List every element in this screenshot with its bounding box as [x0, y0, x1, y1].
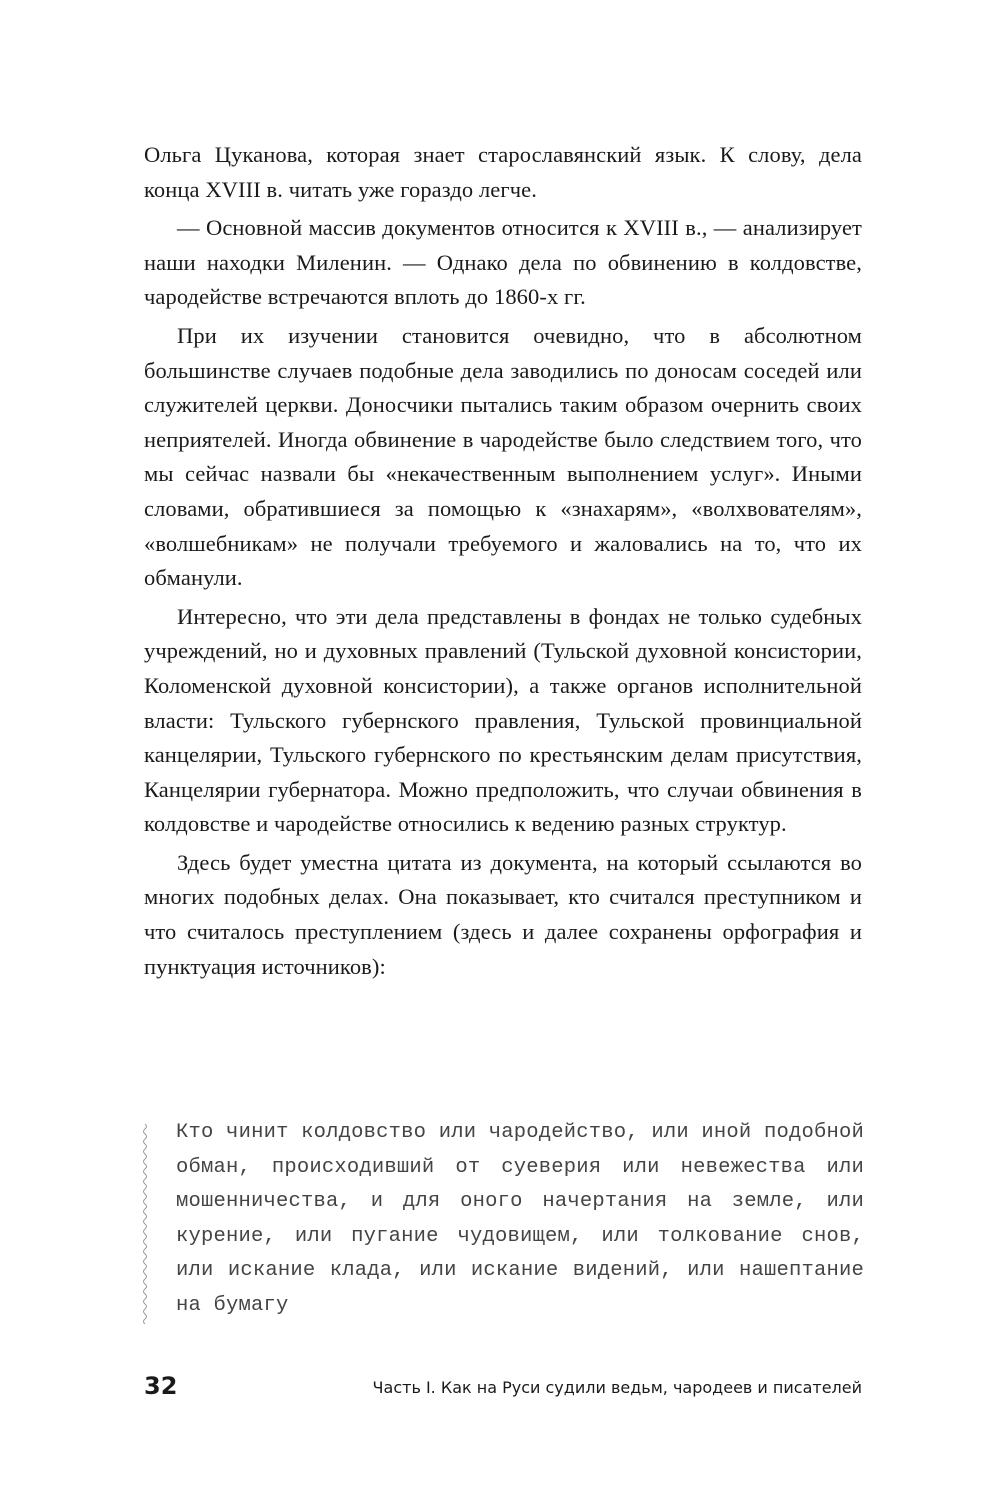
body-text [144, 138, 862, 984]
paragraph-2: — Основной массив документов относится к XVIII в., — анализирует наши находки Миленин. — Однако дела по обвинению в колдовстве, чародействе встречаются вплоть до 1860-х гг. [144, 215, 862, 310]
wavy-border-decoration [140, 1124, 150, 1324]
running-head: Часть I. Как на Руси судили ведьм, чародеев и писателей [372, 1378, 862, 1397]
page-footer [144, 1372, 862, 1412]
paragraph-4: Интересно, что эти дела представлены в фондах не только судебных учреждений, но и духовных правлений (Тульской духовной консистории, Коломенской духовной консистории), а также органов исполнительной власти: Тульского губернского правления, Тульской провинциальной канцелярии, Тульского губернского по крестьянским делам присутствия, Канцелярии губернатора. Можно предположить, что случаи обвинения в колдовстве и чародействе относились к ведению разных структур. [144, 603, 862, 837]
quote-text: Кто чинит колдовство или чародейство, или иной подобной обман, происходивший от суеверия или невежества или мошенничества, и для оного начертания на земле, или курение, или пугание чудовищем, или толкование снов, или искание клада, или искание видений, или нашептание на бумагу [176, 1121, 864, 1317]
paragraph-1: Ольга Цуканова, которая знает старославянский язык. К слову, дела конца XVIII в. читать уже гораздо легче. [144, 142, 862, 202]
page-number: 32 [144, 1372, 178, 1400]
block-quote [140, 1116, 864, 1326]
paragraph-3: При их изучении становится очевидно, что в абсолютном большинстве случаев подобные дела заводились по доносам соседей или служителей церкви. Доносчики пытались таким образом очернить своих неприятелей. Иногда обвинение в чародействе было следствием того, что мы сейчас назвали бы «некачественным выполнением услуг». Иными словами, обратившиеся за помощью к «знахарям», «волхвователям», «волшебникам» не получали требуемого и жаловались на то, что их обманули. [144, 322, 862, 591]
paragraph-5: Здесь будет уместна цитата из документа, на который ссылаются во многих подобных делах. Она показывает, кто считался преступником и что считалось преступлением (здесь и далее сохранены орфография и пунктуация источников): [144, 849, 862, 979]
